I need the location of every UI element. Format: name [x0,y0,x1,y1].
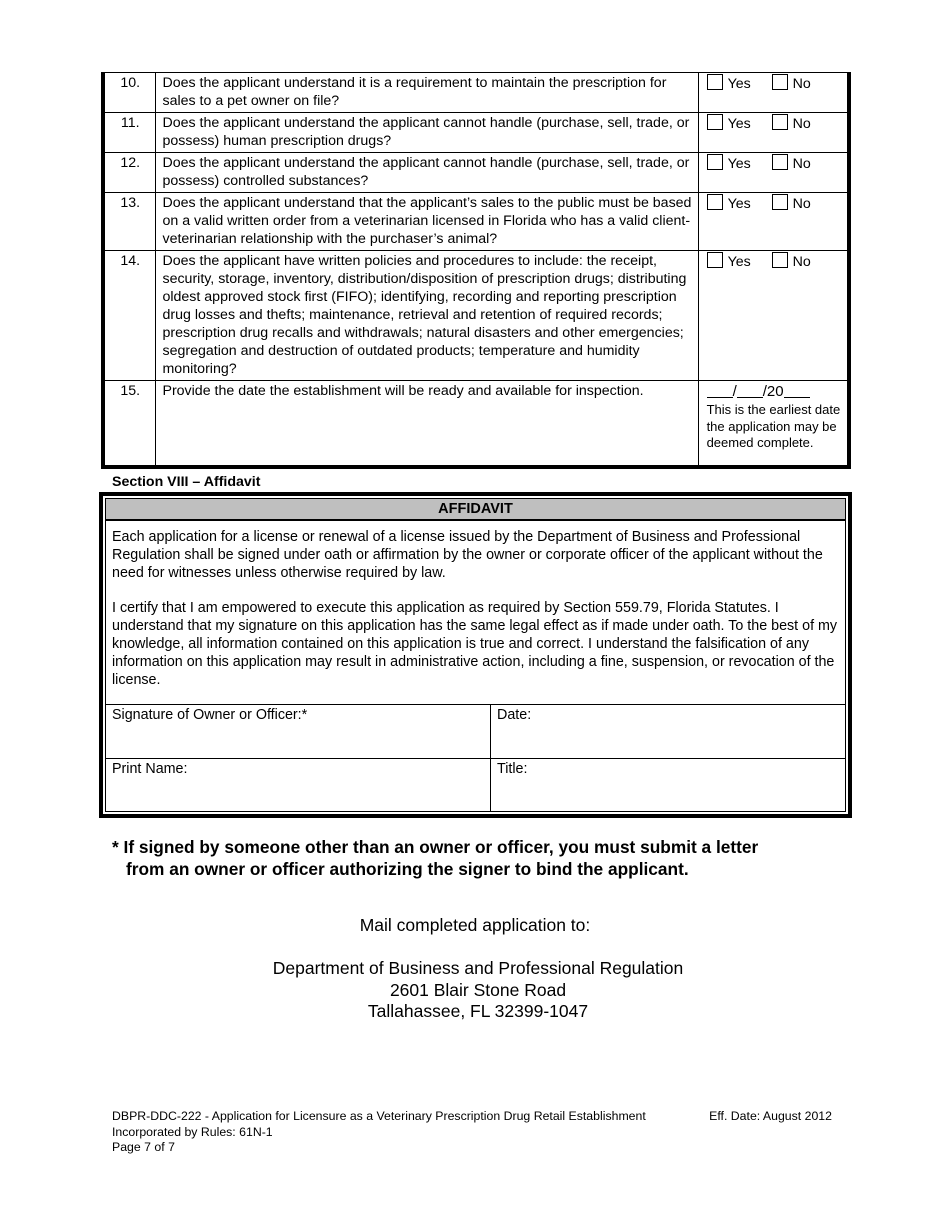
date-field[interactable] [491,705,537,758]
question-row-10 [103,73,849,113]
yes-no-answer [698,251,849,381]
yes-checkbox[interactable] [707,114,723,130]
print-name-field[interactable] [106,759,491,812]
section-title: Section VIII – Affidavit [112,474,261,490]
page-footer [112,1109,832,1156]
yes-no-answer [698,193,849,251]
mail-address [0,958,950,1023]
no-label: No [792,156,811,172]
question-number: 10. [103,73,156,113]
inspection-date-answer [698,381,849,467]
no-checkbox[interactable] [772,154,788,170]
question-number: 13. [103,193,156,251]
yes-checkbox[interactable] [707,154,723,170]
title-label: Title: [497,761,528,777]
no-label: No [792,254,811,270]
question-row-11 [103,113,849,153]
affidavit-box [99,492,852,818]
mail-heading: Mail completed application to: [359,915,591,935]
question-number: 11. [103,113,156,153]
no-checkbox[interactable] [772,74,788,90]
affidavit-paragraph-1: Each application for a license or renewal of a license issued by the Department of Business and Professional Regulation shall be signed under oath or affirmation by the owner or corporate officer of the applicant without the need for witnesses unless otherwise required by law. [112,529,823,581]
signature-label: Signature of Owner or Officer:* [112,707,308,723]
yes-label: Yes [727,196,751,212]
question-text: Does the applicant have written policies and procedures to include: the receipt, security, storage, inventory, distribution/disposition of prescription drugs; distributing oldest approved stock first (FIFO); identifying, recording and reporting prescription drug losses and thefts; maintenance, retrieval and retention of required records; prescription drug recalls and withdrawals; natural disasters and other emergencies; segregation and destruction of outdated products; temperature and humidity monitoring? [156,251,698,381]
form-title: DBPR-DDC-222 - Application for Licensure as a Veterinary Prescription Drug Retail Establishment [112,1109,646,1123]
question-number: 15. [103,381,156,467]
no-checkbox[interactable] [772,252,788,268]
page-number: Page 7 of 7 [112,1140,175,1154]
title-field[interactable] [491,759,533,812]
warning-line-2: from an owner or officer authorizing the signer to bind the applicant. [126,859,689,879]
yes-no-answer [698,73,849,113]
warning-line-1: * If signed by someone other than an owner or officer, you must submit a letter [112,837,759,857]
no-label: No [792,76,811,92]
question-number: 14. [103,251,156,381]
question-text: Does the applicant understand the applicant cannot handle (purchase, sell, trade, or possess) human prescription drugs? [156,113,698,153]
yes-label: Yes [727,254,751,270]
name-row [106,759,845,812]
affidavit-paragraph-2: I certify that I am empowered to execute this application as required by Section 559.79, Florida Statutes. I understand that my signature on this application has the same legal effect as if made under oath. To the best of my knowledge, all information contained on this application is true and correct. I understand the falsification of any information on this application may result in administrative action, including a fine, suspension, or revocation of the license. [112,600,838,688]
yes-label: Yes [727,116,751,132]
questions-table [101,72,851,469]
yes-no-answer [698,113,849,153]
affidavit-text [106,521,845,705]
yes-checkbox[interactable] [707,74,723,90]
question-text: Provide the date the establishment will be ready and available for inspection. [156,381,698,467]
no-checkbox[interactable] [772,194,788,210]
yes-label: Yes [727,76,751,92]
no-checkbox[interactable] [772,114,788,130]
effective-date: Eff. Date: August 2012 [709,1109,832,1123]
yes-checkbox[interactable] [707,194,723,210]
rules-reference: Incorporated by Rules: 61N-1 [112,1124,273,1139]
inspection-date-field[interactable]: / /20 [707,382,841,401]
print-name-label: Print Name: [112,761,188,777]
affidavit-heading: AFFIDAVIT [106,499,845,521]
no-label: No [792,196,811,212]
signer-warning [112,836,758,880]
address-line-3: Tallahassee, FL 32399-1047 [367,1001,589,1021]
yes-label: Yes [727,156,751,172]
date-year-prefix: /20 [762,383,784,400]
question-number: 12. [103,153,156,193]
date-label: Date: [497,707,532,723]
date-note: This is the earliest date the application may be deemed complete. [706,402,841,450]
yes-checkbox[interactable] [707,252,723,268]
yes-no-answer [698,153,849,193]
question-row-15 [103,381,849,467]
question-text: Does the applicant understand that the applicant’s sales to the public must be based on a valid written order from a veterinarian licensed in Florida who has a valid client-veterinarian relationship with the purchaser’s animal? [156,193,698,251]
question-text: Does the applicant understand the applicant cannot handle (purchase, sell, trade, or possess) controlled substances? [156,153,698,193]
question-text: Does the applicant understand it is a requirement to maintain the prescription for sales to a pet owner on file? [156,73,698,113]
address-line-2: 2601 Blair Stone Road [389,979,567,1000]
signature-field[interactable] [106,705,491,758]
no-label: No [792,116,811,132]
signature-row [106,705,845,759]
question-row-13 [103,193,849,251]
question-row-14 [103,251,849,381]
address-line-1: Department of Business and Professional Regulation [272,958,684,978]
question-row-12 [103,153,849,193]
